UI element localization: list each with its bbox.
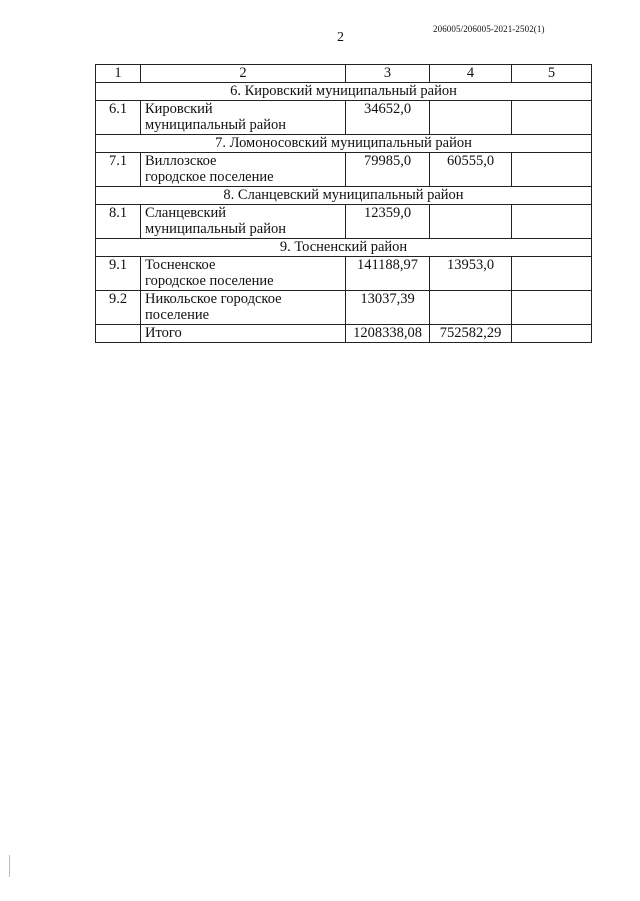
section-row <box>96 135 592 153</box>
row-name <box>141 101 346 135</box>
header-col-4: 4 <box>430 65 512 83</box>
row-col3: 79985,0 <box>346 153 430 187</box>
row-name <box>141 291 346 325</box>
row-number: 9.2 <box>96 291 141 325</box>
section-row <box>96 83 592 101</box>
header-col-1: 1 <box>96 65 141 83</box>
row-col4: 60555,0 <box>430 153 512 187</box>
row-name-line1: Виллозское <box>145 153 217 169</box>
section-title: 9. Тосненский район <box>96 239 592 257</box>
row-name <box>141 153 346 187</box>
scan-artifact <box>9 855 10 877</box>
row-number: 9.1 <box>96 257 141 291</box>
row-col5 <box>512 205 592 239</box>
total-row <box>96 325 592 343</box>
row-name-line1: Никольское городское <box>145 291 282 307</box>
row-col5 <box>512 153 592 187</box>
table-row <box>96 153 592 187</box>
table-row <box>96 205 592 239</box>
table-row <box>96 101 592 135</box>
section-row <box>96 239 592 257</box>
row-name-line1: Тосненское <box>145 257 216 273</box>
table-row <box>96 291 592 325</box>
table-header-row <box>96 65 592 83</box>
row-name-line2: городское поселение <box>145 273 274 289</box>
row-name-line2: поселение <box>145 307 210 323</box>
section-row <box>96 187 592 205</box>
header-col-2: 2 <box>141 65 346 83</box>
row-name-line1: Кировский <box>145 101 213 117</box>
document-code: 206005/206005-2021-2502(1) <box>433 24 545 34</box>
section-title: 8. Сланцевский муниципальный район <box>96 187 592 205</box>
section-title: 7. Ломоносовский муниципальный район <box>96 135 592 153</box>
header-col-5: 5 <box>512 65 592 83</box>
total-col5 <box>512 325 592 343</box>
row-col3: 13037,39 <box>346 291 430 325</box>
table-row <box>96 257 592 291</box>
row-col4 <box>430 101 512 135</box>
row-col4: 13953,0 <box>430 257 512 291</box>
row-name-line2: муниципальный район <box>145 117 286 133</box>
row-col4 <box>430 205 512 239</box>
row-number: 8.1 <box>96 205 141 239</box>
header-col-3: 3 <box>346 65 430 83</box>
row-name <box>141 257 346 291</box>
row-col5 <box>512 291 592 325</box>
total-label: Итого <box>141 325 346 343</box>
total-number <box>96 325 141 343</box>
row-name-line2: городское поселение <box>145 169 274 185</box>
row-col5 <box>512 257 592 291</box>
row-col4 <box>430 291 512 325</box>
section-title: 6. Кировский муниципальный район <box>96 83 592 101</box>
row-number: 6.1 <box>96 101 141 135</box>
total-col3: 1208338,08 <box>346 325 430 343</box>
row-col5 <box>512 101 592 135</box>
row-name-line2: муниципальный район <box>145 221 286 237</box>
row-col3: 12359,0 <box>346 205 430 239</box>
allocation-table <box>95 64 592 343</box>
row-col3: 34652,0 <box>346 101 430 135</box>
row-name-line1: Сланцевский <box>145 205 227 221</box>
row-col3: 141188,97 <box>346 257 430 291</box>
total-col4: 752582,29 <box>430 325 512 343</box>
page-number: 2 <box>337 30 344 45</box>
row-number: 7.1 <box>96 153 141 187</box>
row-name <box>141 205 346 239</box>
